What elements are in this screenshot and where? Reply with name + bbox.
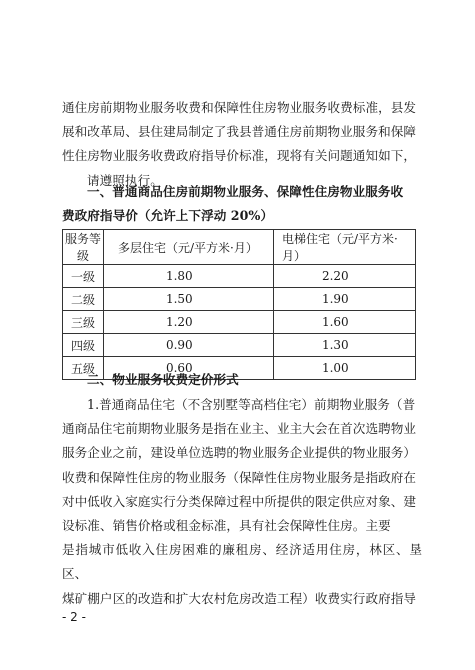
header-grade: 服务等级 — [63, 230, 104, 265]
elevator-price-cell: 2.20 — [273, 265, 415, 288]
intro-line: 通住房前期物业服务收费和保障性住房物业服务收费标准，县发 — [62, 100, 417, 115]
multi-price-cell: 0.90 — [103, 334, 273, 357]
section2-line: 对中低收入家庭实行分类保障过程中所提供的限定供应对象、建 — [62, 493, 417, 509]
section2-line: 是指城市低收入住房困难的廉租房、经济适用住房，林区、垦区、 — [62, 542, 422, 582]
multi-price-cell: 1.80 — [103, 265, 273, 288]
section1-heading-line: 一、普通商品住房前期物业服务、保障性住房物业服务收 — [87, 184, 404, 199]
intro-line: 请遵照执行。 — [87, 172, 163, 188]
section2-line: 服务企业之前，建设单位选聘的物业服务企业提供的物业服务） — [62, 445, 417, 461]
table-row — [63, 288, 416, 311]
fee-table — [62, 229, 416, 380]
intro-paragraph — [62, 96, 422, 193]
intro-line: 展和改革局、县住建局制定了我县普通住房前期物业服务和保障 — [62, 124, 417, 140]
grade-cell: 二级 — [63, 288, 104, 311]
section2-heading-text: 二、物业服务收费定价形式 — [87, 372, 239, 387]
section1-heading — [62, 180, 422, 228]
section2-paragraph — [62, 393, 422, 611]
elevator-price-cell: 1.90 — [273, 288, 415, 311]
multi-price-cell: 1.50 — [103, 288, 273, 311]
section2-heading — [62, 368, 422, 392]
elevator-price-cell: 1.00 — [273, 357, 415, 380]
table-row — [63, 334, 416, 357]
multi-price-cell: 0.60 — [103, 357, 273, 380]
section2-line: 设标准、销售价格或租金标准，具有社会保障性住房。主要 — [62, 518, 391, 534]
section2-line: 1.普通商品住宅（不含别墅等高档住宅）前期物业服务（普 — [87, 397, 416, 412]
elevator-price-cell: 1.30 — [273, 334, 415, 357]
section2-line: 通商品住宅前期物业服务是指在业主、业主大会在首次选聘物业 — [62, 421, 417, 437]
multi-price-cell: 1.20 — [103, 311, 273, 334]
table-row — [63, 265, 416, 288]
section1-heading-line: 费政府指导价（允许上下浮动 20%） — [62, 208, 274, 224]
table-row — [63, 311, 416, 334]
table-header-row — [63, 230, 416, 265]
header-elevator: 电梯住宅（元/平方米·月） — [273, 230, 415, 265]
header-multi-storey: 多层住宅（元/平方米·月） — [103, 230, 273, 265]
section2-line: 收费和保障性住房的物业服务（保障性住房物业服务是指政府在 — [62, 469, 417, 485]
grade-cell: 四级 — [63, 334, 104, 357]
section2-line: 煤矿棚户区的改造和扩大农村危房改造工程）收费实行政府指导 — [62, 590, 417, 606]
grade-cell: 三级 — [63, 311, 104, 334]
page-number: - 2 - — [62, 610, 86, 624]
elevator-price-cell: 1.60 — [273, 311, 415, 334]
grade-cell: 五级 — [63, 357, 104, 380]
intro-line: 性住房物业服务收费政府指导价标准，现将有关问题通知如下， — [62, 148, 417, 164]
grade-cell: 一级 — [63, 265, 104, 288]
